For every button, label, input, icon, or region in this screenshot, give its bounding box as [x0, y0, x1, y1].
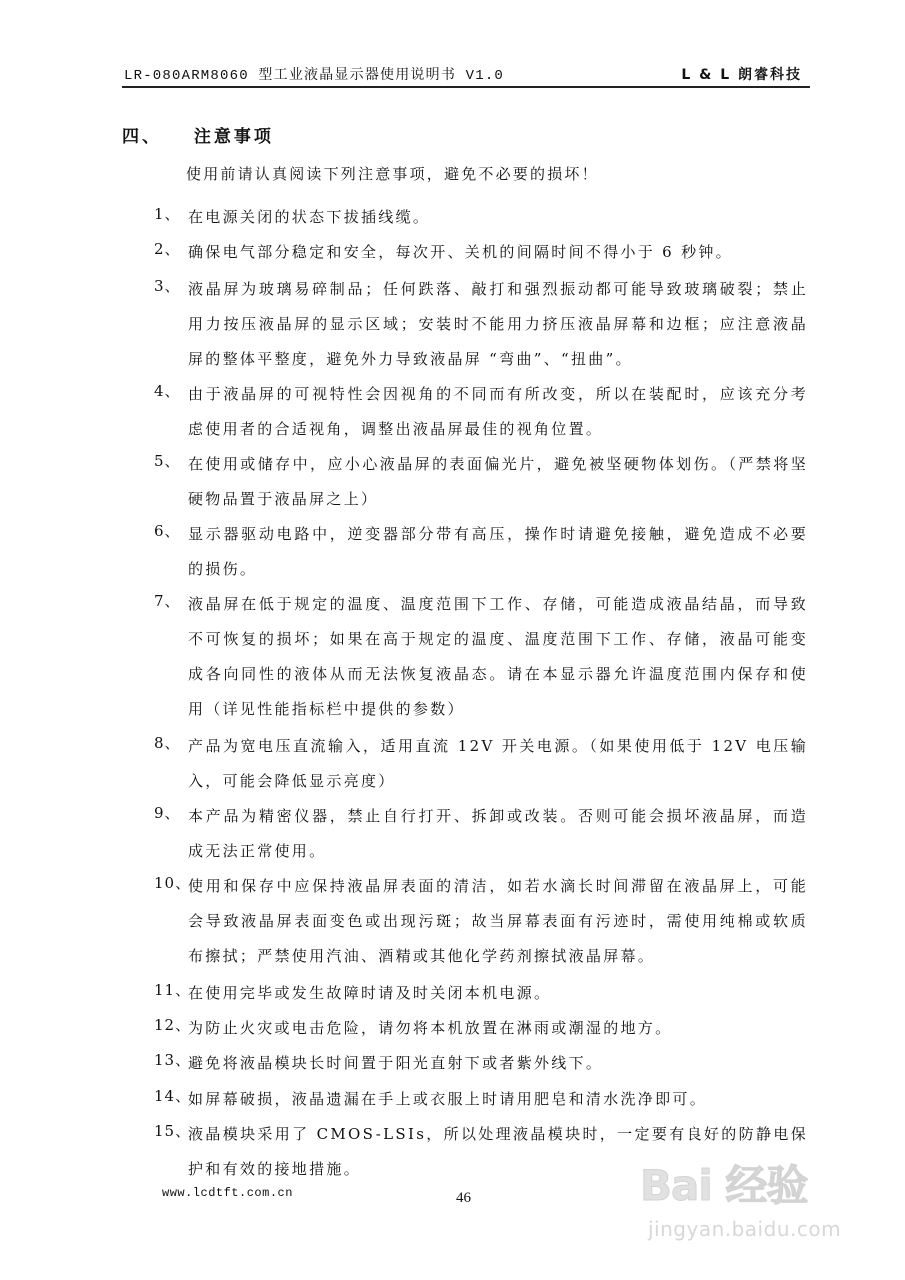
- item-text: 在电源关闭的状态下拔插线缆。: [188, 208, 431, 226]
- page-number: 46: [456, 1190, 471, 1206]
- item-text: 在使用完毕或发生故障时请及时关闭本机电源。: [188, 984, 552, 1002]
- item-text: 由于液晶屏的可视特性会因视角的不同而有所改变，所以在装配时，应该充分考虑使用者的合适视角，调整出液晶屏最佳的视角位置。: [188, 385, 808, 438]
- item-number: 3、: [154, 277, 181, 295]
- item-number: 4、: [154, 382, 181, 400]
- item-text: 避免将液晶模块长时间置于阳光直射下或者紫外线下。: [188, 1054, 604, 1072]
- item-text: 液晶模块采用了 CMOS-LSIs，所以处理液晶模块时，一定要有良好的防静电保护和有效的接地措施。: [188, 1125, 808, 1178]
- item-text: 显示器驱动电路中，逆变器部分带有高压，操作时请避免接触，避免造成不必要的损伤。: [188, 525, 808, 578]
- baidu-jingyan-watermark: [640, 1145, 870, 1255]
- item-number: 8、: [154, 734, 181, 752]
- item-text: 如屏幕破损，液晶遗漏在手上或衣服上时请用肥皂和清水洗净即可。: [188, 1090, 708, 1108]
- document-title: LR-080ARM8060 型工业液晶显示器使用说明书 V1.0: [124, 68, 505, 84]
- item-number: 10、: [154, 874, 192, 892]
- item-number: 12、: [154, 1016, 192, 1034]
- item-text: 使用和保存中应保持液晶屏表面的清洁，如若水滴长时间滞留在液晶屏上，可能会导致液晶屏表面变色或出现污斑；故当屏幕表面有污迹时，需使用纯棉或软质布擦拭；严禁使用汽油、酒精或其他化学药剂擦拭液晶屏幕。: [188, 877, 808, 965]
- item-number: 9、: [154, 804, 181, 822]
- footer-url: www.lcdtft.com.cn: [162, 1186, 293, 1200]
- item-text: 本产品为精密仪器，禁止自行打开、拆卸或改装。否则可能会损坏液晶屏，而造成无法正常使用。: [188, 807, 808, 860]
- section-heading: [122, 122, 274, 147]
- item-text: 为防止火灾或电击危险，请勿将本机放置在淋雨或潮湿的地方。: [188, 1019, 673, 1037]
- item-number: 5、: [154, 452, 181, 470]
- item-number: 2、: [154, 240, 181, 258]
- item-number: 11、: [154, 981, 192, 999]
- item-number: 13、: [154, 1051, 192, 1069]
- section-title: 注意事项: [193, 127, 274, 147]
- watermark-logo: Bai 经验: [640, 1161, 808, 1210]
- section-number: 四、: [122, 127, 162, 147]
- item-text: 在使用或储存中，应小心液晶屏的表面偏光片，避免被坚硬物体划伤。（严禁将坚硬物品置于液晶屏之上）: [188, 455, 808, 508]
- item-text: 确保电气部分稳定和安全，每次开、关机的间隔时间不得小于 6 秒钟。: [188, 243, 733, 261]
- item-number: 15、: [154, 1122, 192, 1140]
- intro-text: 使用前请认真阅读下列注意事项，避免不必要的损坏！: [186, 165, 599, 183]
- page-header: [122, 64, 810, 88]
- item-number: 1、: [154, 205, 181, 223]
- company-name: L & L 朗睿科技: [681, 67, 802, 83]
- watermark-url: jingyan.baidu.com: [648, 1217, 842, 1241]
- item-text: 产品为宽电压直流输入，适用直流 12V 开关电源。（如果使用低于 12V 电压输入，可能会降低显示亮度）: [188, 737, 808, 790]
- item-number: 6、: [154, 522, 181, 540]
- item-number: 7、: [154, 592, 181, 610]
- item-number: 14、: [154, 1087, 192, 1105]
- item-text: 液晶屏在低于规定的温度、温度范围下工作、存储，可能造成液晶结晶，而导致不可恢复的损坏；如果在高于规定的温度、温度范围下工作、存储，液晶可能变成各向同性的液体从而无法恢复液晶态。请在本显示器允许温度范围内保存和使用（详见性能指标栏中提供的参数）: [188, 595, 808, 718]
- item-text: 液晶屏为玻璃易碎制品；任何跌落、敲打和强烈振动都可能导致玻璃破裂；禁止用力按压液晶屏的显示区域；安装时不能用力挤压液晶屏幕和边框；应注意液晶屏的整体平整度，避免外力导致液晶屏 “弯曲”、“扭曲”。: [188, 280, 808, 368]
